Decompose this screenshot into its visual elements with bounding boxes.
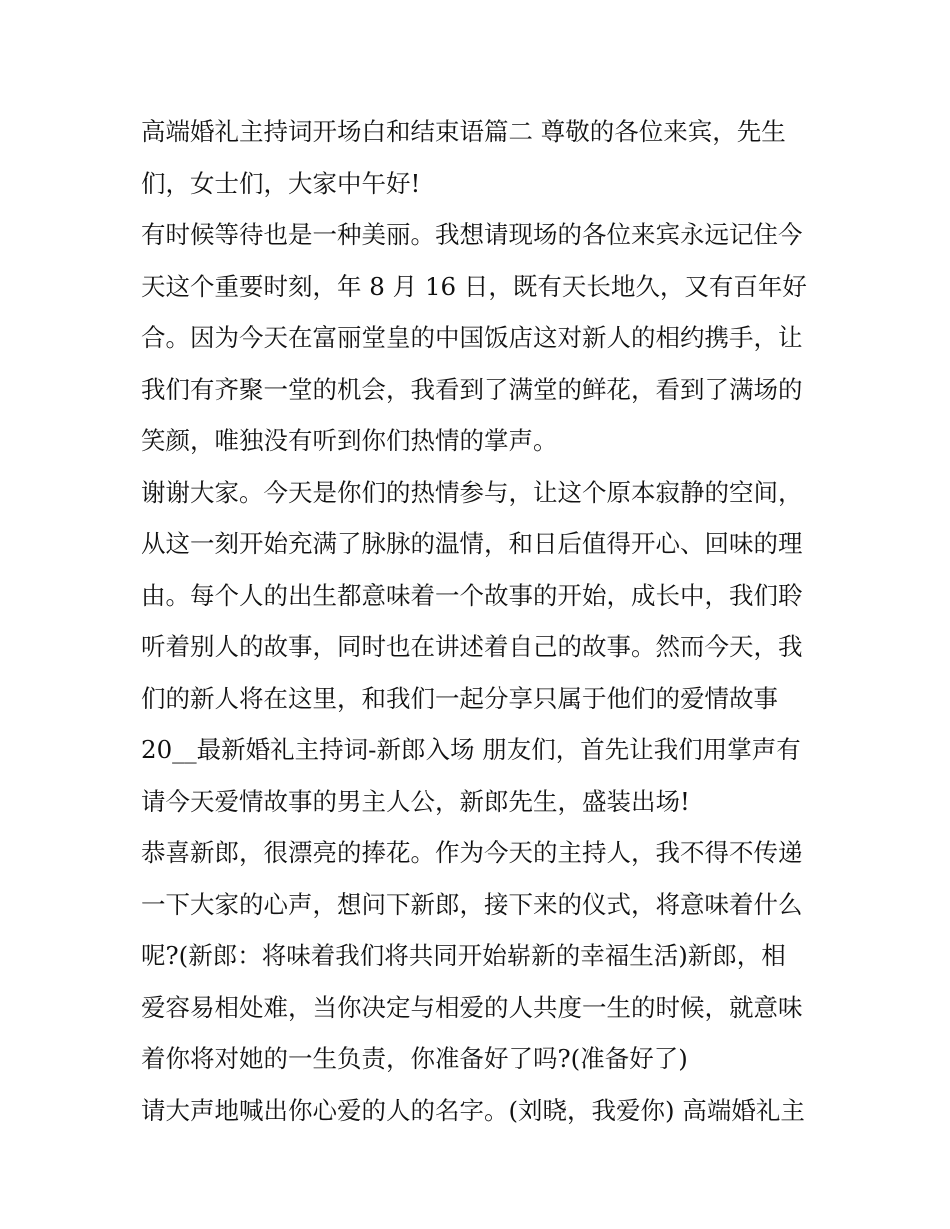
text-line-1: 高端婚礼主持词开场白和结束语篇二 尊敬的各位来宾，先生 — [141, 117, 786, 146]
text-line-18: 爱容易相处难，当你决定与相爱的人共度一生的时候，就意味 — [141, 992, 803, 1022]
text-line-8: 谢谢大家。今天是你们的热情参与，让这个原本寂静的空间， — [141, 477, 803, 507]
text-line-12: 们的新人将在这里，和我们一起分享只属于他们的爱情故事 — [141, 683, 778, 713]
text-line-13: 20__最新婚礼主持词-新郎入场 朋友们，首先让我们用掌声有 — [141, 735, 801, 764]
text-line-2: 们，女士们，大家中午好! — [141, 168, 421, 198]
text-line-19: 着你将对她的一生负责，你准备好了吗?(准备好了) — [141, 1044, 688, 1073]
text-line-9: 从这一刻开始充满了脉脉的温情，和日后值得开心、回味的理 — [141, 529, 803, 558]
text-line-14: 请今天爱情故事的男主人公，新郎先生，盛装出场! — [141, 786, 690, 816]
document-body — [141, 106, 813, 1136]
text-line-7: 笑颜，唯独没有听到你们热情的掌声。 — [141, 426, 558, 455]
text-line-15: 恭喜新郎，很漂亮的捧花。作为今天的主持人，我不得不传递 — [141, 838, 803, 867]
text-line-6: 我们有齐聚一堂的机会，我看到了满堂的鲜花，看到了满场的 — [141, 374, 803, 404]
text-line-17: 呢?(新郎：将味着我们将共同开始崭新的幸福生活)新郎，相 — [141, 941, 786, 970]
text-line-16: 一下大家的心声，想问下新郎，接下来的仪式，将意味着什么 — [141, 889, 803, 919]
text-line-5: 合。因为今天在富丽堂皇的中国饭店这对新人的相约携手，让 — [141, 323, 803, 352]
text-line-20: 请大声地喊出你心爱的人的名字。(刘晓，我爱你) 高端婚礼主 — [141, 1095, 805, 1125]
text-line-3: 有时候等待也是一种美丽。我想请现场的各位来宾永远记住今 — [141, 220, 803, 249]
text-line-11: 听着别人的故事，同时也在讲述着自己的故事。然而今天，我 — [141, 632, 803, 661]
text-line-4: 天这个重要时刻，年 8 月 16 日，既有天长地久，又有百年好 — [141, 271, 807, 301]
text-line-10: 由。每个人的出生都意味着一个故事的开始，成长中，我们聆 — [141, 580, 803, 610]
